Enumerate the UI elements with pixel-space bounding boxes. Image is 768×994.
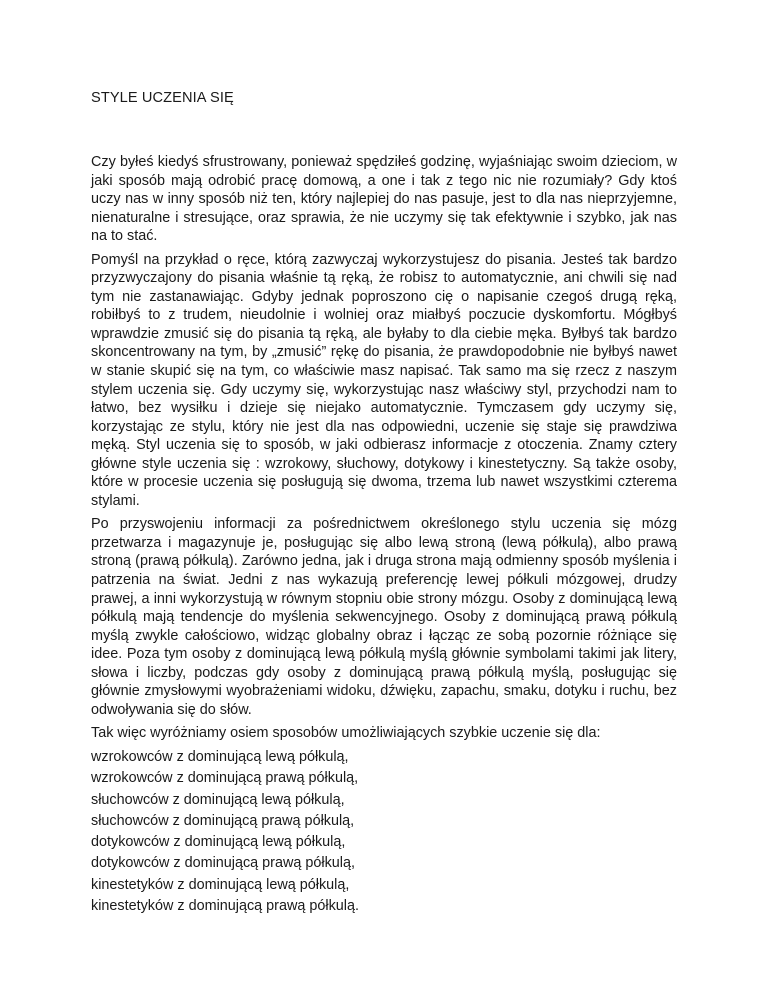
list-item: wzrokowców z dominującą lewą półkulą, bbox=[91, 748, 349, 765]
document-body bbox=[91, 153, 677, 918]
list-item: kinestetyków z dominującą prawą półkulą. bbox=[91, 898, 359, 915]
list-item: kinestetyków z dominującą lewą półkulą, bbox=[91, 876, 350, 893]
paragraph-brain-hemispheres: Po przyswojeniu informacji za pośrednictwem określonego stylu uczenia się mózg przetwarza i magazynuje je, posługując się albo lewą stroną (lewą półkulą), albo prawą stroną (prawą półkulą). Zarówno jedna, jak i druga strona mają odmienny sposób myślenia i patrzenia na świat. Jedni z nas wykazują preferencję lewej półkuli mózgowej, drudzy prawej, a inni wykorzystują w równym stopniu obie strony mózgu. Osoby z dominującą lewą półkulą mają tendencje do myślenia sekwencyjnego. Osoby z dominującą prawą półkulą myślą zwykle całościowo, widząc globalny obraz i łącząc ze sobą pozornie różniące się idee. Poza tym osoby z dominującą lewą półkulą myślą głównie symbolami takimi jak litery, słowa i liczby, podczas gdy osoby z dominującą prawą półkulą myślą, posługując się głównie zmysłowymi wyobrażeniami widoku, dźwięku, zapachu, smaku, dotyku i ruchu, bez odwoływania się do słów. bbox=[91, 516, 677, 718]
document-title: STYLE UCZENIA SIĘ bbox=[91, 90, 234, 106]
list-item: wzrokowców z dominującą prawą półkulą, bbox=[91, 770, 359, 787]
list-item: słuchowców z dominującą lewą półkulą, bbox=[91, 791, 345, 808]
paragraph-list-intro: Tak więc wyróżniamy osiem sposobów umożliwiających szybkie uczenie się dla: bbox=[91, 725, 601, 742]
list-item: dotykowców z dominującą lewą półkulą, bbox=[91, 834, 346, 851]
paragraph-intro: Czy byłeś kiedyś sfrustrowany, ponieważ spędziłeś godzinę, wyjaśniając swoim dzieciom, w jaki sposób mają odrobić pracę domową, a one i tak z tego nic nie rozumiały? Gdy ktoś uczy nas w inny sposób niż ten, który najlepiej do nas pasuje, jest to dla nas nieprzyjemne, nienaturalne i stresujące, oraz sprawia, że nie uczymy się tak efektywnie i szybko, jak nas na to stać. bbox=[91, 154, 677, 245]
list-item: słuchowców z dominującą prawą półkulą, bbox=[91, 812, 355, 829]
list-item: dotykowców z dominującą prawą półkulą, bbox=[91, 855, 355, 872]
learning-styles-list bbox=[91, 748, 677, 918]
paragraph-writing-hand: Pomyśl na przykład o ręce, którą zazwyczaj wykorzystujesz do pisania. Jesteś tak bardzo przyzwyczajony do pisania właśnie tą ręką, że robisz to automatycznie, ani chwili się nad tym nie zastanawiając. Gdyby jednak poproszono cię o napisanie czegoś drugą ręką, robiłbyś to z trudem, nieudolnie i wolniej oraz miałbyś poczucie dyskomfortu. Mógłbyś wprawdzie zmusić się do pisania tą ręką, ale byłaby to dla ciebie męka. Byłbyś tak bardzo skoncentrowany na tym, by „zmusić” rękę do pisania, że prawdopodobnie nie byłbyś nawet w stanie skupić się na tym, co właściwie masz napisać. Tak samo ma się rzecz z naszym stylem uczenia się. Gdy uczymy się, wykorzystując nasz właściwy styl, przychodzi nam to łatwo, bez wysiłku i dzieje się niejako automatycznie. Tymczasem gdy uczymy się, korzystając ze stylu, który nie jest dla nas odpowiedni, uczenie się staje się prawdziwa męką. Styl uczenia się to sposób, w jaki odbierasz informacje z otoczenia. Znamy cztery główne style uczenia się : wzrokowy, słuchowy, dotykowy i kinestetyczny. Są także osoby, które w procesie uczenia się posługują się dwoma, trzema lub nawet wszystkimi czterema stylami. bbox=[91, 251, 677, 509]
